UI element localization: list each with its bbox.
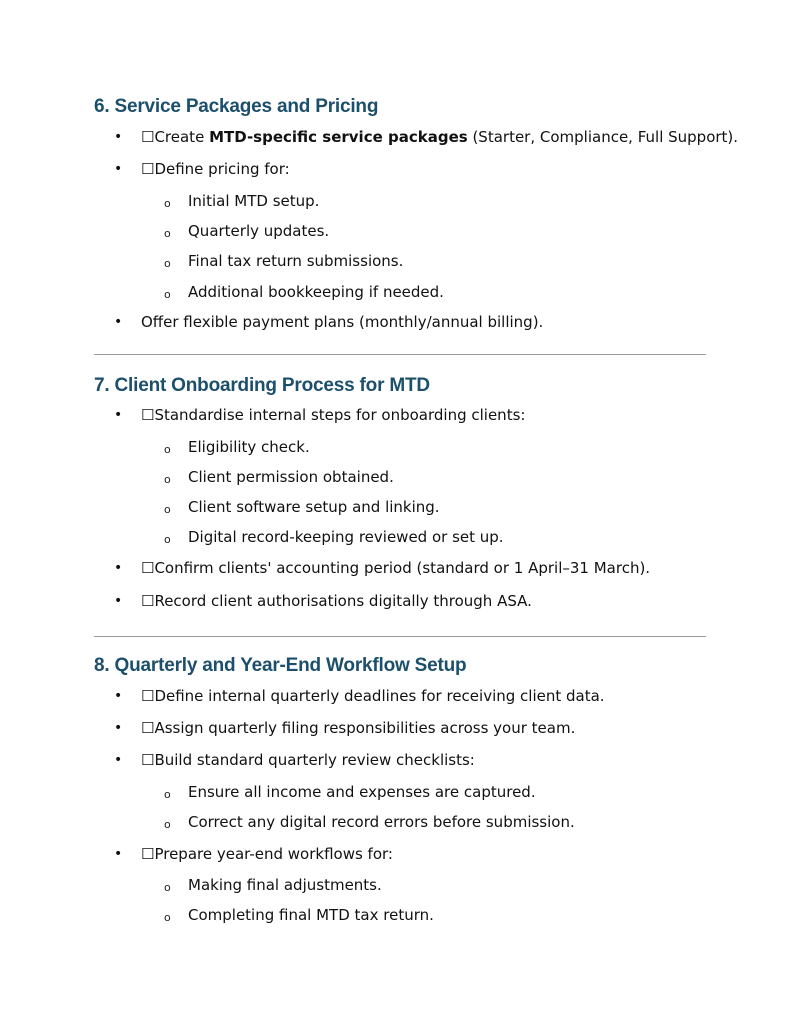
section-divider: [94, 636, 706, 637]
list-item-text: ☐Record client authorisations digitally through ASA.: [141, 592, 532, 610]
section-8-heading: 8. Quarterly and Year-End Workflow Setup: [94, 655, 467, 676]
list-item-text: ☐Prepare year-end workflows for:: [141, 845, 393, 863]
circle-bullet-icon: o: [164, 503, 171, 516]
bullet-icon: •: [114, 593, 123, 609]
list-item-text: ☐Standardise internal steps for onboarding clients:: [141, 406, 526, 424]
sub-list-item-text: Eligibility check.: [188, 438, 310, 456]
circle-bullet-icon: o: [164, 227, 171, 240]
bullet-icon: •: [114, 846, 123, 862]
bullet-icon: •: [114, 407, 123, 423]
sub-list-item-text: Initial MTD setup.: [188, 192, 320, 210]
sub-list-item-text: Completing final MTD tax return.: [188, 906, 434, 924]
section-6-heading: 6. Service Packages and Pricing: [94, 96, 379, 117]
list-item-text: Offer flexible payment plans (monthly/annual billing).: [141, 313, 544, 331]
bullet-icon: •: [114, 129, 123, 145]
list-item-text: ☐Define pricing for:: [141, 160, 290, 178]
sub-list-item-text: Client permission obtained.: [188, 468, 394, 486]
sub-list-item-text: Correct any digital record errors before submission.: [188, 813, 575, 831]
circle-bullet-icon: o: [164, 197, 171, 210]
circle-bullet-icon: o: [164, 881, 171, 894]
sub-list-item-text: Digital record-keeping reviewed or set up.: [188, 528, 504, 546]
sub-list-item-text: Ensure all income and expenses are captured.: [188, 783, 536, 801]
list-item-text: ☐Confirm clients' accounting period (standard or 1 April–31 March).: [141, 559, 651, 577]
sub-list-item-text: Quarterly updates.: [188, 222, 330, 240]
sub-list-item-text: Client software setup and linking.: [188, 498, 440, 516]
circle-bullet-icon: o: [164, 533, 171, 546]
circle-bullet-icon: o: [164, 818, 171, 831]
sub-list-item-text: Additional bookkeeping if needed.: [188, 283, 444, 301]
circle-bullet-icon: o: [164, 911, 171, 924]
section-6: [94, 95, 706, 119]
list-item-text: ☐Build standard quarterly review checklists:: [141, 751, 475, 769]
circle-bullet-icon: o: [164, 443, 171, 456]
circle-bullet-icon: o: [164, 473, 171, 486]
circle-bullet-icon: o: [164, 257, 171, 270]
section-7: [94, 374, 706, 398]
list-item-text: ☐Define internal quarterly deadlines for receiving client data.: [141, 687, 605, 705]
bullet-icon: •: [114, 688, 123, 704]
bullet-icon: •: [114, 314, 123, 330]
bullet-icon: •: [114, 560, 123, 576]
bullet-icon: •: [114, 752, 123, 768]
bold-text: MTD-specific service packages: [209, 128, 468, 146]
section-divider: [94, 354, 706, 355]
list-item-text: ☐Assign quarterly filing responsibilities across your team.: [141, 719, 576, 737]
bullet-icon: •: [114, 161, 123, 177]
circle-bullet-icon: o: [164, 788, 171, 801]
sub-list-item-text: Final tax return submissions.: [188, 252, 404, 270]
bullet-icon: •: [114, 720, 123, 736]
sub-list-item-text: Making final adjustments.: [188, 876, 382, 894]
section-7-heading: 7. Client Onboarding Process for MTD: [94, 375, 430, 396]
checkbox-icon: ☐: [141, 128, 155, 146]
circle-bullet-icon: o: [164, 288, 171, 301]
section-8: [94, 654, 706, 678]
list-item-text: ☐Create MTD-specific service packages (Starter, Compliance, Full Support).: [141, 128, 739, 146]
